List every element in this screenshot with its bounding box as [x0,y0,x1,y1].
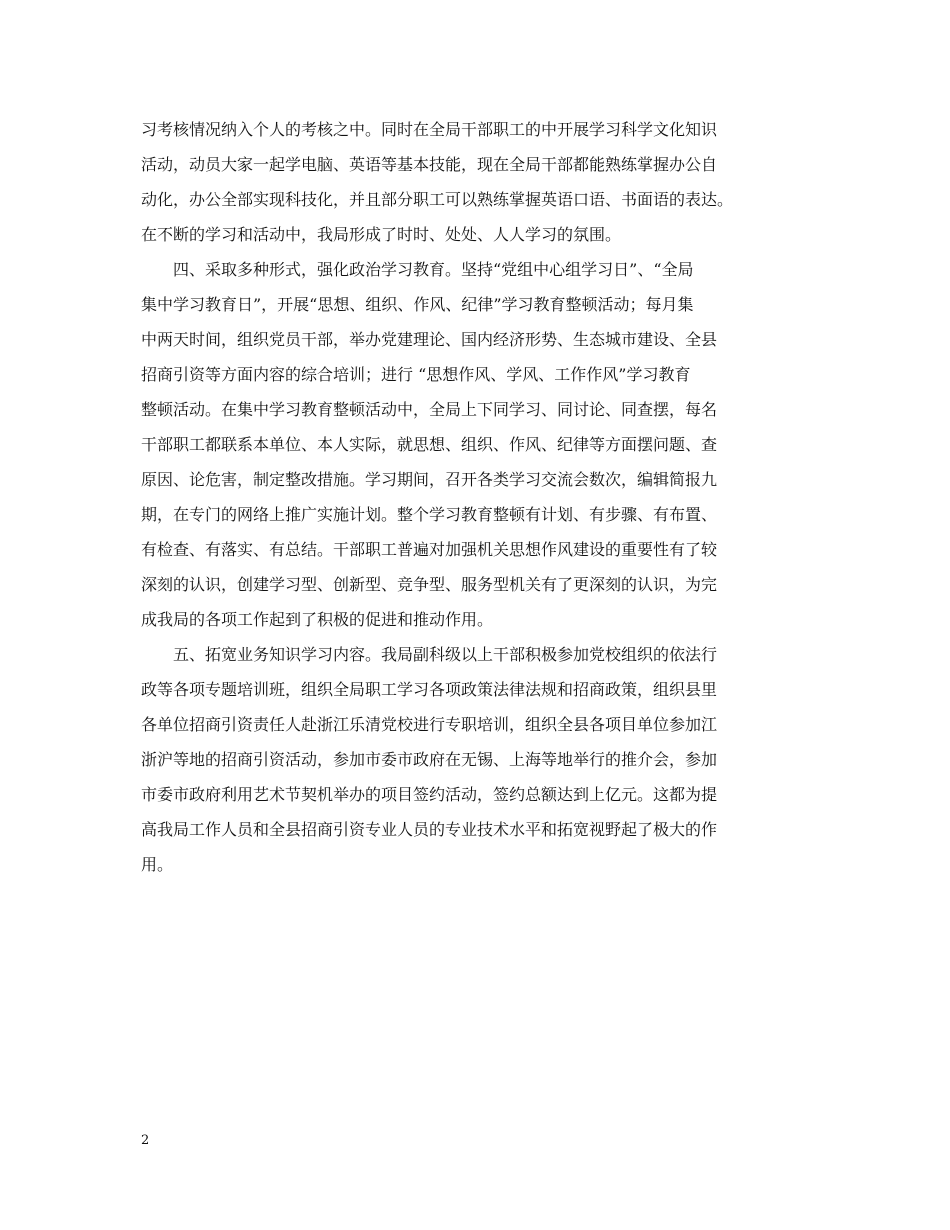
text-line: 各单位招商引资责任人赴浙江乐清党校进行专职培训，组织全县各项目单位参加江 [141,715,718,734]
text-line: 浙沪等地的招商引资活动，参加市委市政府在无锡、上海等地举行的推介会，参加 [141,750,718,769]
text-line: 习考核情况纳入个人的考核之中。同时在全局干部职工的中开展学习科学文化知识 [141,120,718,139]
text-line: 招商引资等方面内容的综合培训；进行 “思想作风、学风、工作作风”学习教育 [141,365,691,384]
text-line: 中两天时间，组织党员干部，举办党建理论、国内经济形势、生态城市建设、全县 [141,330,718,349]
text-line: 市委市政府利用艺术节契机举办的项目签约活动，签约总额达到上亿元。这都为提 [141,785,718,804]
text-line: 集中学习教育日”，开展“思想、组织、作风、纪律”学习教育整顿活动；每月集 [141,295,694,314]
document-body [141,112,813,882]
text-line: 整顿活动。在集中学习教育整顿活动中，全局上下同学习、同讨论、同查摆，每名 [141,400,718,419]
text-line: 干部职工都联系本单位、本人实际，就思想、组织、作风、纪律等方面摆问题、查 [141,435,718,454]
paragraph-start-line: 五、拓宽业务知识学习内容。我局副科级以上干部积极参加党校组织的依法行 [173,645,718,664]
text-line: 深刻的认识，创建学习型、创新型、竞争型、服务型机关有了更深刻的认识，为完 [141,575,718,594]
text-line: 动化，办公全部实现科技化，并且部分职工可以熟练掌握英语口语、书面语的表达。 [141,190,734,209]
text-line: 成我局的各项工作起到了积极的促进和推动作用。 [141,610,494,629]
text-line: 用。 [141,855,174,874]
text-line: 在不断的学习和活动中，我局形成了时时、处处、人人学习的氛围。 [141,225,622,244]
text-line: 高我局工作人员和全县招商引资专业人员的专业技术水平和拓宽视野起了极大的作 [141,820,718,839]
text-line: 期，在专门的网络上推广实施计划。整个学习教育整顿有计划、有步骤、有布置、 [141,505,718,524]
page-number: 2 [141,1133,150,1148]
text-line: 有检查、有落实、有总结。干部职工普遍对加强机关思想作风建设的重要性有了较 [141,540,718,559]
text-line: 政等各项专题培训班，组织全局职工学习各项政策法律法规和招商政策，组织县里 [141,680,718,699]
text-line: 原因、论危害，制定整改措施。学习期间，召开各类学习交流会数次，编辑简报九 [141,470,718,489]
text-line: 活动，动员大家一起学电脑、英语等基本技能，现在全局干部都能熟练掌握办公自 [141,155,718,174]
paragraph-start-line: 四、采取多种形式，强化政治学习教育。坚持“党组中心组学习日”、“全局 [173,260,694,279]
